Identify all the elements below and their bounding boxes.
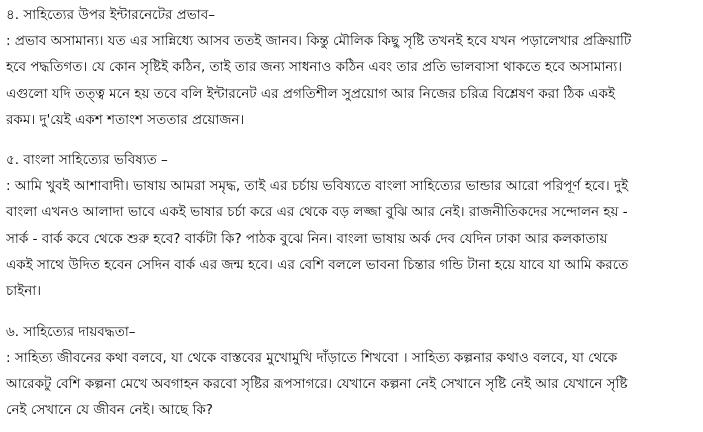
section-heading: ৪. সাহিত্যের উপর ইন্টারনেটের প্রভাব–	[6, 7, 215, 23]
section-internet-influence	[6, 2, 700, 133]
section-heading: ৫. বাংলা সাহিত্যের ভবিষ্যত –	[6, 152, 168, 169]
paragraph-line: রকম। দু'য়েই একশ শতাংশ সততার প্রয়োজন।	[6, 111, 245, 128]
paragraph-line: একই সাথে উদিত হবেন সেদিন বার্ক এর জন্ম হবে। এর বেশি বললে ভাবনা চিন্তার গন্ডি টানা হয়ে যাবে যা আমি করতে	[6, 257, 629, 274]
paragraph-line: হবে পদ্ধতিগত। যে কোন সৃষ্টিই কঠিন, তাই তার জন্য সাধনাও কঠিন এবং তার প্রতি ভালবাসা থাকতে হবে অসামান্য।	[6, 59, 623, 76]
section-paragraph	[6, 345, 700, 424]
paragraph-line: চাইনা।	[6, 283, 42, 300]
section-literature-responsibility	[6, 319, 700, 424]
paragraph-line: এগুলো যদি তত্ত্ব মনে হয় তবে বলি ইন্টারনেট এর প্রগতিশীল সুপ্রয়োগ আর নিজের চরিত্র বিশ্লেষণ করা ঠিক একই	[6, 85, 615, 102]
document-body	[6, 2, 700, 424]
section-spacer	[6, 305, 700, 319]
paragraph-line: আরেকটু বেশি কল্পনা মেখে অবগাহন করবো সৃষ্টির রূপসাগরে। যেখানে কল্পনা নেই সেখানে সৃষ্টি নেই আর যেখানে সৃষ্টি	[6, 375, 628, 392]
section-heading: ৬. সাহিত্যের দায়বদ্ধতা–	[6, 323, 136, 340]
section-bangla-future	[6, 147, 700, 304]
section-paragraph	[6, 173, 700, 304]
section-spacer	[6, 133, 700, 147]
paragraph-line: বাংলা এখনও আলাদা ভাবে একই ভাষার চর্চা করে এর থেকে বড় লজ্জা বুঝি আর নেই। রাজনীতিকদের সন্দোলন হয় -	[6, 204, 628, 221]
paragraph-line: সার্ক - বার্ক কবে থেকে শুরু হবে? বার্কটা কি? পাঠক বুঝে নিন। বাংলা ভাষায় অর্ক দেব যেদিন ঢাকা আর কলকাতায়	[6, 230, 608, 247]
paragraph-line: : প্রভাব অসামান্য। যত এর সান্নিধ্যে আসব ততই জানব। কিন্তু মৌলিক কিছু সৃষ্টি তখনই হবে যখন পড়ালেখার প্রক্রিয়াটি	[6, 33, 632, 49]
section-paragraph	[6, 28, 700, 133]
paragraph-line: : আমি খুবই আশাবাদী। ভাষায় আমরা সমৃদ্ধ, তাই এর চর্চায় ভবিষ্যতে বাংলা সাহিত্যের ভান্ডার আরো পরিপূর্ণ হবে। দুই	[6, 178, 629, 195]
paragraph-line: নেই সেখানে যে জীবন নেই। আছে কি?	[6, 402, 213, 419]
paragraph-line: : সাহিত্য জীবনের কথা বলবে, যা থেকে বাস্তবের মুখোমুখি দাঁড়াতে শিখবো । সাহিত্য কল্পনার কথাও বলবে, যা থেকে	[6, 349, 618, 366]
